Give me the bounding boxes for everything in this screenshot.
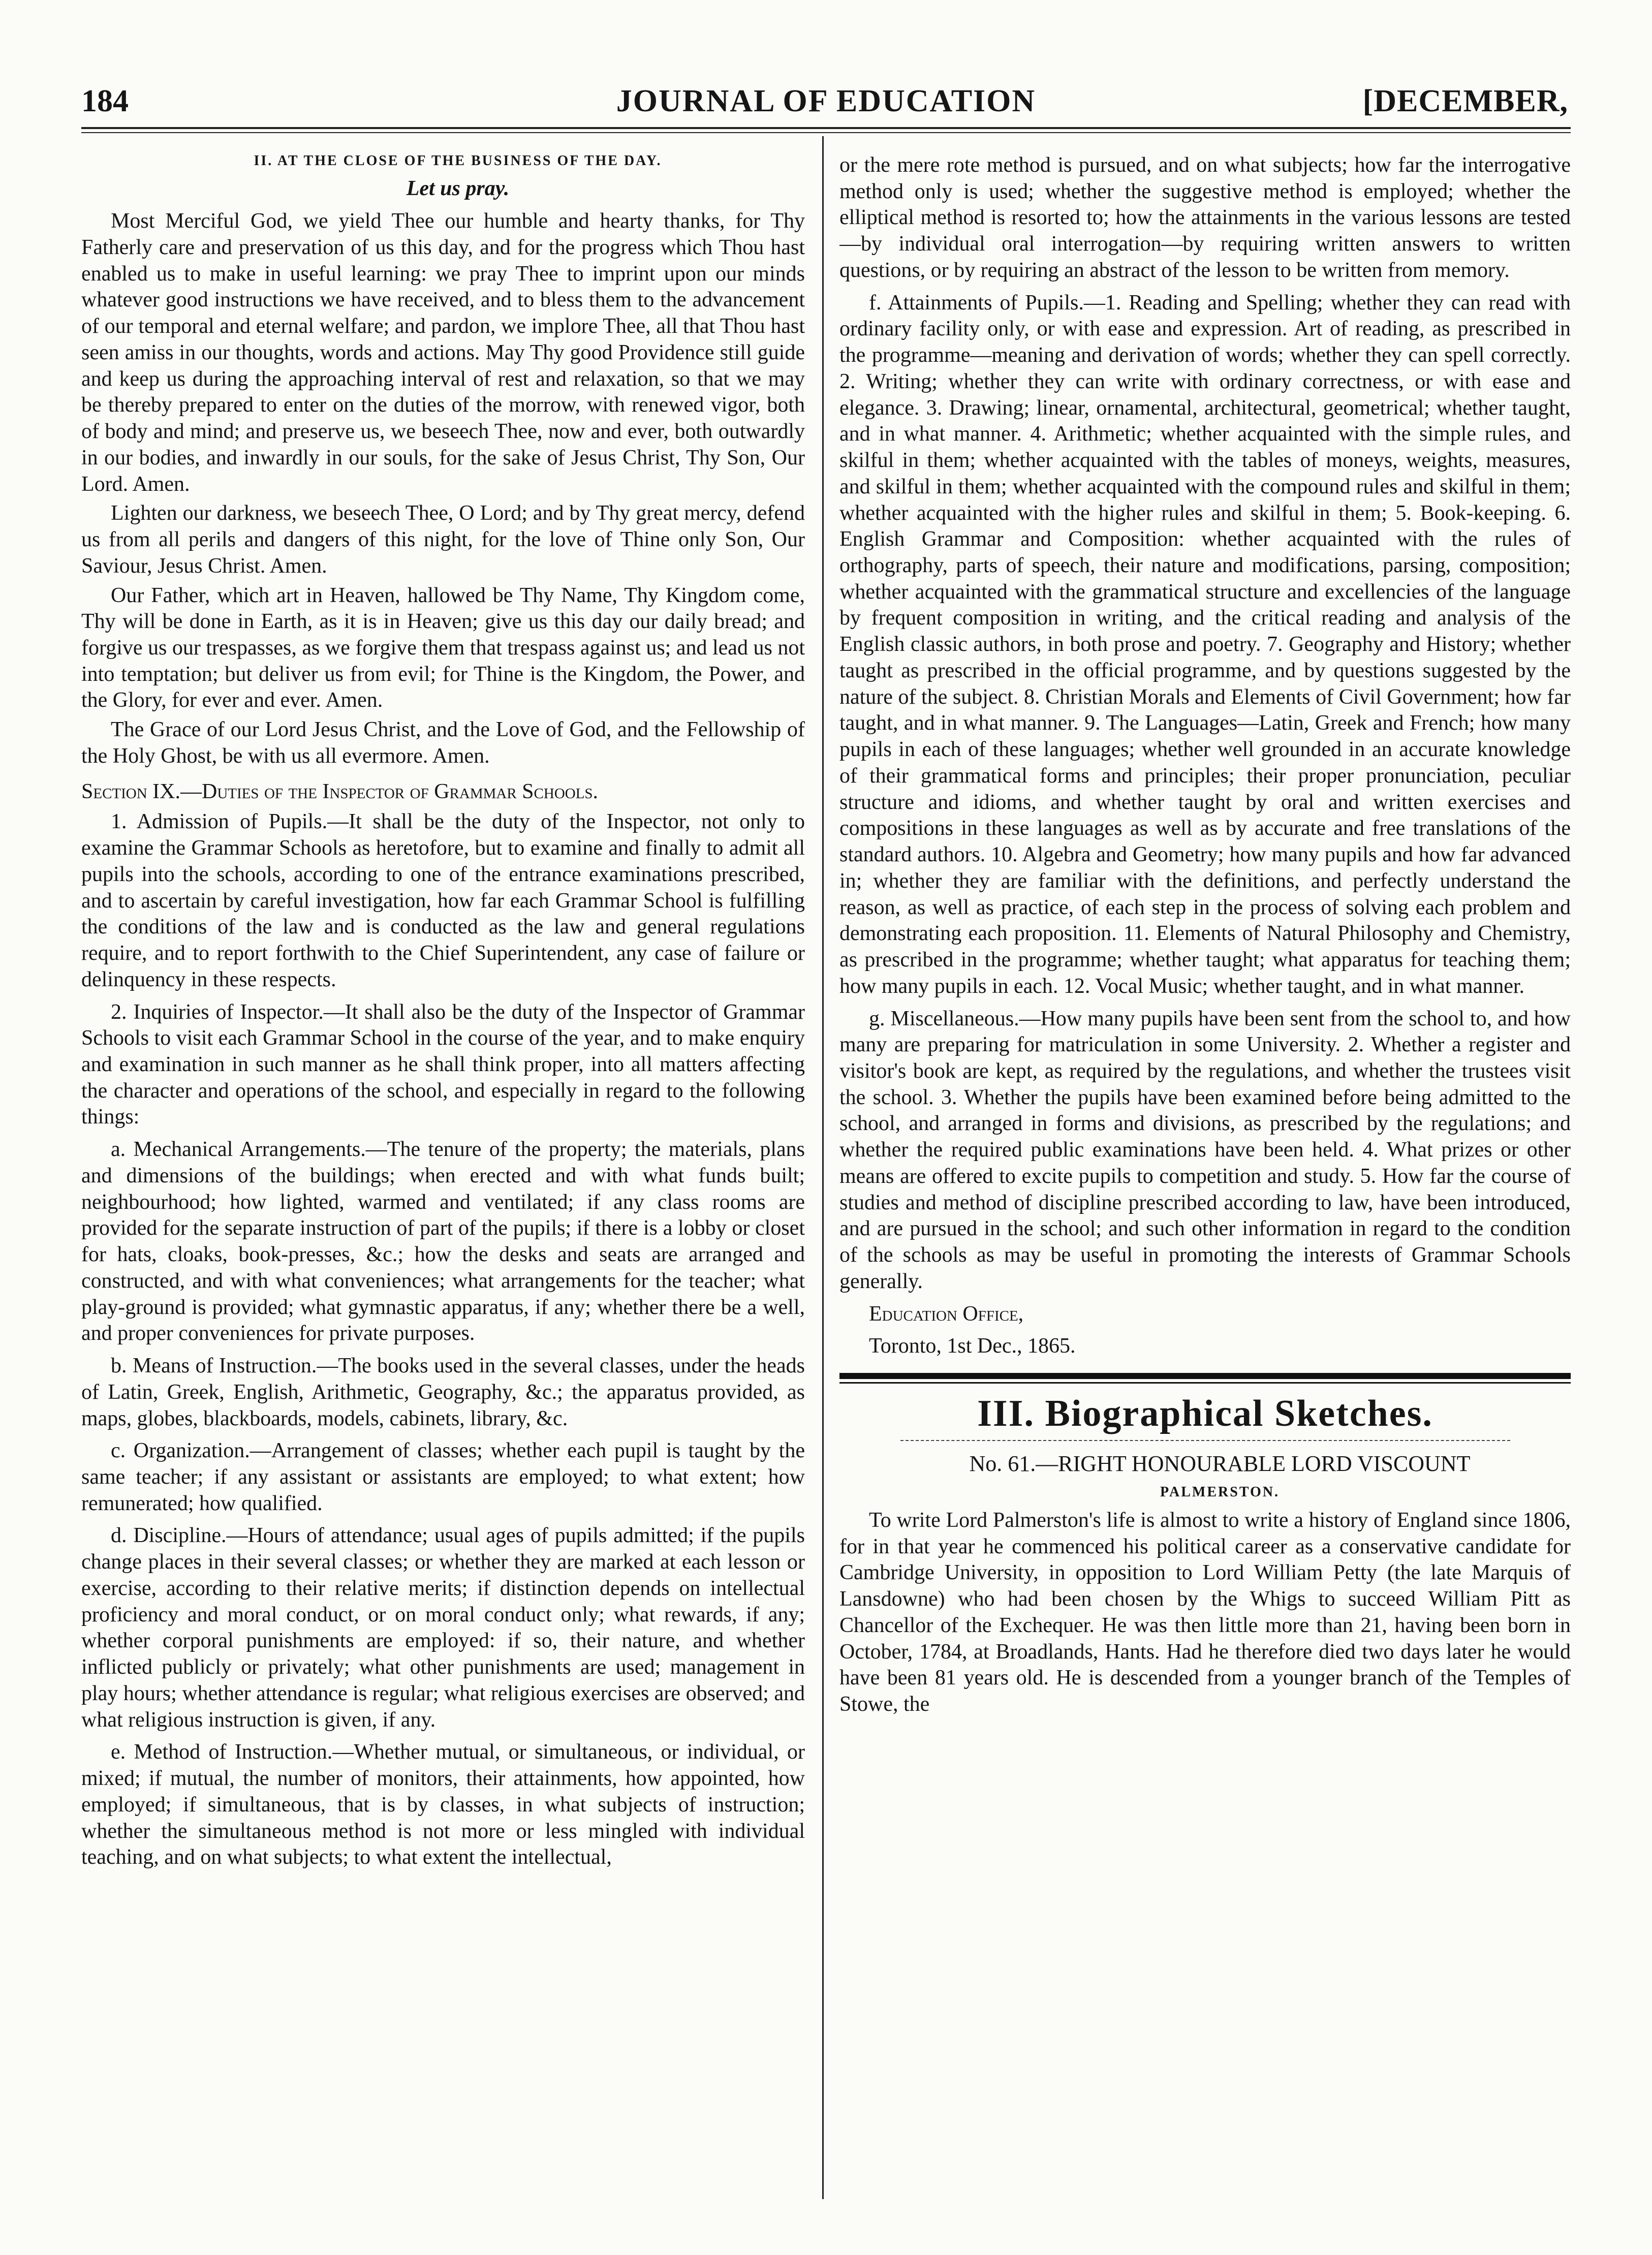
prayer-paragraph: The Grace of our Lord Jesus Christ, and the Love of God, and the Fellowship of the Holy Ghost, be with us all evermore. Amen. [81, 718, 805, 768]
left-column [81, 152, 805, 2215]
section-heading: Section IX.—Duties of the Inspector of Grammar Schools. [81, 779, 599, 803]
section-paragraph: b. Means of Instruction.—The books used in the several classes, under the heads of Latin, Greek, English, Arithmetic, Geography, &c.; the apparatus provided, as maps, globes, blackboards, models, cabinets, library, &c. [81, 1354, 805, 1430]
header-rule-thin [81, 132, 1571, 133]
bio-heading: No. 61.—RIGHT HONOURABLE LORD VISCOUNT [969, 1451, 1471, 1477]
bio-subheading: PALMERSTON. [1160, 1484, 1280, 1500]
continued-paragraph: or the mere rote method is pursued, and on what subjects; how far the interrogative method only is used; whether the suggestive method is employed; whether the elliptical method is resorted to; how the attainments in the various lessons are tested—by individual oral interrogation—by requiring written answers to written questions, or by requiring an abstract of the lesson to be written from memory. [839, 153, 1571, 282]
section-paragraph: a. Mechanical Arrangements.—The tenure of the property; the materials, plans and dimensions of the buildings; when erected and with what funds built; neighbourhood; how lighted, warmed and ventilated; if any class rooms are provided for the separate instruction of part of the pupils; if there is a lobby or closet for hats, cloaks, book-presses, &c.; how the desks and seats are arranged and constructed, and with what conveniences; what arrangements for the teacher; what play-ground is provided; what gymnastic apparatus, if any; whether there be a well, and proper conveniences for private purposes. [81, 1138, 805, 1345]
section-rule [839, 1373, 1571, 1379]
page-number: 184 [81, 84, 129, 118]
right-column [839, 152, 1571, 2215]
bio-paragraph: To write Lord Palmerston's life is almost to write a history of England since 1806, for in that year he commenced his political career as a conservative candidate for Cambridge University, in opposition to Lord William Petty (the late Marquis of Lansdowne) who had been chosen by the Whigs to succeed William Pitt as Chancellor of the Exchequer. He was then little more than 21, having been born in October, 1784, at Broadlands, Hants. Had he therefore died two days later he would have been 81 years old. He is descended from a younger branch of the Temples of Stowe, the [839, 1508, 1571, 1716]
section-rule-thin [839, 1382, 1571, 1384]
ornamental-rule [900, 1440, 1510, 1441]
section-paragraph: f. Attainments of Pupils.—1. Reading and Spelling; whether they can read with ordinary facility only, or with ease and expression. Art of reading, as prescribed in the programme—meaning and derivation of words; whether they can spell correctly. 2. Writing; whether they can write with ordinary correctness, or with ease and elegance. 3. Drawing; linear, ornamental, architectural, geometrical; whether taught, and in what manner. 4. Arithmetic; whether acquainted with the simple rules, and skilful in them; whether acquainted with the tables of moneys, weights, measures, and skilful in them; whether acquainted with the compound rules and skilful in them; whether acquainted with the higher rules and skilful in them; 5. Book-keeping. 6. English Grammar and Composition: whether acquainted with the rules of orthography, parts of speech, their nature and modifications, parsing, composition; whether acquainted with the grammatical structure and excellencies of the language by frequent composition in writing, and the critical reading and analysis of the English classic authors, in both prose and poetry. 7. Geography and History; whether taught as prescribed in the official programme, and by questions suggested by the nature of the subject. 8. Christian Morals and Elements of Civil Government; how far taught, and in what manner. 9. The Languages—Latin, Greek and French; how many pupils in each of these languages; whether well grounded in an accurate knowledge of their grammatical forms and principles; their proper pronunciation, peculiar structure and idioms, and whether taught by oral and written exercises and compositions in these languages as well as by accurate and free translations of the standard authors. 10. Algebra and Geometry; how many pupils and how far advanced in; whether they are familiar with the definitions, and perfectly understand the reason, as well as practice, of each step in the process of solving each problem and demonstrating each proposition. 11. Elements of Natural Philosophy and Chemistry, as prescribed in the programme; whether taught; what apparatus for teaching them; how many pupils in each. 12. Vocal Music; whether taught, and in what manner. [839, 291, 1571, 998]
office-signature: Education Office, [869, 1302, 1024, 1326]
prayer-heading: II. AT THE CLOSE OF THE BUSINESS OF THE DAY. [254, 153, 662, 169]
header-rule [81, 127, 1571, 129]
let-us-pray: Let us pray. [406, 177, 510, 201]
section-paragraph: e. Method of Instruction.—Whether mutual, or simultaneous, or individual, or mixed; if mutual, the number of monitors, their attainments, how appointed, how employed; if simultaneous, that is by classes, in what subjects of instruction; whether the simultaneous method is not more or less mingled with individual teaching, and on what subjects; to what extent the intellectual, [81, 1740, 805, 1869]
section-paragraph: g. Miscellaneous.—How many pupils have been sent from the school to, and how many are preparing for matriculation in some University. 2. Whether a register and visitor's book are kept, as required by the regulations, and whether the trustees visit the school. 3. Whether the pupils have been examined before being admitted to the school, and arranged in forms and divisions, as prescribed by the regulations; and whether the required public examinations have been held. 4. What prizes or other means are offered to excite pupils to competition and study. 5. How far the course of studies and method of discipline prescribed according to law, have been introduced, and are pursued in the school; and such other information in regard to the condition of the schools as may be useful in promoting the interests of Grammar Schools generally. [839, 1007, 1571, 1293]
office-date: Toronto, 1st Dec., 1865. [869, 1334, 1076, 1358]
prayer-paragraph: Lighten our darkness, we beseech Thee, O Lord; and by Thy great mercy, defend us from all perils and dangers of this night, for the love of Thine only Son, Our Saviour, Jesus Christ. Amen. [81, 502, 805, 578]
issue-month: [DECEMBER, [1362, 84, 1568, 118]
prayer-paragraph: Most Merciful God, we yield Thee our humble and hearty thanks, for Thy Fatherly care and preservation of us this day, and for the progress which Thou hast enabled us to make in useful learning: we pray Thee to imprint upon our minds whatever good instructions we have received, and to bless them to the advancement of our temporal and eternal welfare; and pardon, we implore Thee, all that Thou hast seen amiss in our thoughts, words and actions. May Thy good Providence still guide and keep us during the approaching interval of rest and relaxation, so that we may be thereby prepared to enter on the duties of the morrow, with renewed vigor, both of body and mind; and preserve us, we beseech Thee, now and ever, both outwardly in our bodies, and inwardly in our souls, for the sake of Jesus Christ, Thy Son, Our Lord. Amen. [81, 209, 805, 496]
part-heading: III. Biographical Sketches. [977, 1393, 1433, 1435]
column-divider [822, 136, 824, 2199]
section-paragraph: c. Organization.—Arrangement of classes; whether each pupil is taught by the same teacher; if any assistant or assistants are employed; to what extent; how remunerated; how qualified. [81, 1439, 805, 1515]
section-paragraph: 1. Admission of Pupils.—It shall be the duty of the Inspector, not only to examine the Grammar Schools as heretofore, but to examine and finally to admit all pupils into the schools, according to one of the entrance examinations prescribed, and to ascertain by careful investigation, how far each Grammar School is fulfilling the conditions of the law and is conducted as the law and general regulations require, and to report forthwith to the Chief Superintendent, any case of failure or delinquency in these respects. [81, 810, 805, 991]
prayer-paragraph: Our Father, which art in Heaven, hallowed be Thy Name, Thy Kingdom come, Thy will be done in Earth, as it is in Heaven; give us this day our daily bread; and forgive us our trespasses, as we forgive them that trespass against us; and lead us not into temptation; but deliver us from evil; for Thine is the Kingdom, the Power, and the Glory, for ever and ever. Amen. [81, 583, 805, 712]
section-paragraph: d. Discipline.—Hours of attendance; usual ages of pupils admitted; if the pupils change places in their several classes; or whether they are marked at each lesson or exercise, according to their relative merits; if distinction depends on intellectual proficiency and moral conduct, or on moral conduct only; what rewards, if any; whether corporal punishments are employed: if so, their nature, and whether inflicted publicly or privately; what other punishments are used; management in play hours; whether attendance is regular; what religious exercises are observed; and what religious instruction is given, if any. [81, 1524, 805, 1732]
section-paragraph: 2. Inquiries of Inspector.—It shall also be the duty of the Inspector of Grammar Schools to visit each Grammar School in the course of the year, and to make enquiry and examination in such manner as he shall think proper, into all matters affecting the character and operations of the school, and especially in regard to the following things: [81, 1000, 805, 1129]
journal-title: JOURNAL OF EDUCATION [616, 84, 1036, 118]
